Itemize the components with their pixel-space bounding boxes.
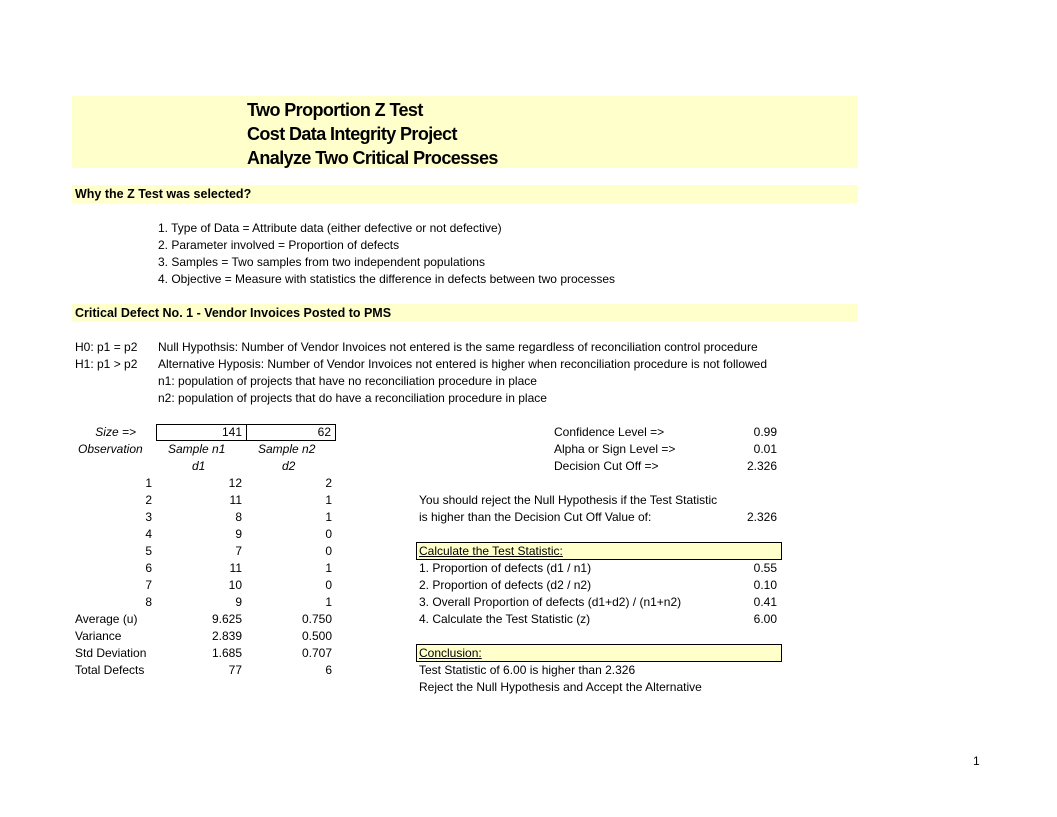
statistic-d1-value: 1.685 <box>211 646 242 660</box>
calc-step-2-label: 2. Proportion of defects (d2 / n2) <box>419 578 592 592</box>
statistic-d1-value: 77 <box>228 663 242 677</box>
statistic-d2-value: 6 <box>325 663 332 677</box>
defect-section-heading: Critical Defect No. 1 - Vendor Invoices Posted to PMS <box>72 304 858 322</box>
why-item-2: 2. Parameter involved = Proportion of defects <box>158 238 400 252</box>
title-line-3: Analyze Two Critical Processes <box>247 148 498 168</box>
d1-value: 9 <box>235 595 242 609</box>
observation-number: 4 <box>145 527 152 541</box>
observation-number: 3 <box>145 510 152 524</box>
calc-step-1-value: 0.55 <box>753 561 777 575</box>
d1-value: 7 <box>235 544 242 558</box>
title-line-1: Two Proportion Z Test <box>247 100 423 120</box>
d2-value: 2 <box>325 476 332 490</box>
observation-number: 7 <box>145 578 152 592</box>
d2-value: 0 <box>325 544 332 558</box>
statistic-label: Total Defects <box>75 663 145 677</box>
calc-step-4-value: 6.00 <box>753 612 777 626</box>
size-box <box>156 424 336 441</box>
statistic-label: Average (u) <box>75 612 138 626</box>
why-item-3: 3. Samples = Two samples from two independent populations <box>158 255 485 269</box>
confidence-level-value: 0.99 <box>753 425 777 439</box>
h0-text: Null Hypothsis: Number of Vendor Invoices not entered is the same regardless of reconciliation control procedure <box>158 340 758 354</box>
n2-definition: n2: population of projects that do have a reconciliation procedure in place <box>158 391 547 405</box>
conclusion-line-2: Reject the Null Hypothesis and Accept the Alternative <box>419 680 702 694</box>
size-n2-value[interactable]: 62 <box>317 425 331 439</box>
calc-step-2-value: 0.10 <box>753 578 777 592</box>
observation-number: 2 <box>145 493 152 507</box>
why-item-4: 4. Objective = Measure with statistics the difference in defects between two processes <box>158 272 616 286</box>
observation-number: 5 <box>145 544 152 558</box>
conclusion-heading: Conclusion: <box>419 646 482 660</box>
calc-step-3-value: 0.41 <box>753 595 777 609</box>
h1-label: H1: p1 > p2 <box>75 357 138 371</box>
h1-text: Alternative Hyposis: Number of Vendor Invoices not entered is higher when reconciliation procedure is not followed <box>158 357 767 371</box>
d2-value: 0 <box>325 578 332 592</box>
statistic-d1-value: 2.839 <box>211 629 242 643</box>
calculation-heading-box <box>416 542 782 560</box>
decision-cutoff-value: 2.326 <box>746 459 777 473</box>
title-banner <box>72 96 858 168</box>
statistic-label: Variance <box>75 629 122 643</box>
d1-value: 11 <box>229 493 242 507</box>
n1-definition: n1: population of projects that have no reconciliation procedure in place <box>158 374 537 388</box>
observation-number: 8 <box>145 595 152 609</box>
d1-value: 11 <box>229 561 242 575</box>
rule-line-2: is higher than the Decision Cut Off Value of: <box>419 510 652 524</box>
d2-value: 1 <box>325 595 332 609</box>
h0-label: H0: p1 = p2 <box>75 340 138 354</box>
statistic-d1-value: 9.625 <box>211 612 242 626</box>
sample-n2-header: Sample n2 <box>258 442 316 456</box>
d2-value: 1 <box>325 561 332 575</box>
d1-value: 8 <box>235 510 242 524</box>
d2-value: 0 <box>325 527 332 541</box>
d2-subheader: d2 <box>282 459 296 473</box>
statistic-d2-value: 0.707 <box>301 646 332 660</box>
d2-value: 1 <box>325 510 332 524</box>
observation-header: Observation <box>78 442 143 456</box>
decision-cutoff-label: Decision Cut Off => <box>554 459 659 473</box>
calc-step-3-label: 3. Overall Proportion of defects (d1+d2) / (n1+n2) <box>419 595 682 609</box>
statistic-d2-value: 0.500 <box>301 629 332 643</box>
confidence-level-label: Confidence Level => <box>554 425 665 439</box>
d1-value: 12 <box>228 476 242 490</box>
statistic-label: Std Deviation <box>75 646 147 660</box>
why-item-1: 1. Type of Data = Attribute data (either defective or not defective) <box>158 221 502 235</box>
title-line-2: Cost Data Integrity Project <box>247 124 457 144</box>
sample-n1-header: Sample n1 <box>168 442 226 456</box>
observation-number: 1 <box>145 476 152 490</box>
alpha-value: 0.01 <box>753 442 777 456</box>
d2-value: 1 <box>325 493 332 507</box>
page-number: 1 <box>973 754 980 768</box>
calculation-heading: Calculate the Test Statistic: <box>419 544 563 558</box>
conclusion-line-1: Test Statistic of 6.00 is higher than 2.326 <box>419 663 636 677</box>
why-section-heading: Why the Z Test was selected? <box>72 185 858 203</box>
d1-value: 9 <box>235 527 242 541</box>
calc-step-4-label: 4. Calculate the Test Statistic (z) <box>419 612 591 626</box>
calc-step-1-label: 1. Proportion of defects (d1 / n1) <box>419 561 592 575</box>
size-n1-cell[interactable] <box>157 425 247 440</box>
d1-subheader: d1 <box>192 459 206 473</box>
d1-value: 10 <box>228 578 242 592</box>
size-n1-value: 141 <box>221 425 242 439</box>
observation-number: 6 <box>145 561 152 575</box>
statistic-d2-value: 0.750 <box>301 612 332 626</box>
conclusion-heading-box <box>416 644 782 662</box>
size-label: Size => <box>95 425 136 439</box>
alpha-label: Alpha or Sign Level => <box>554 442 676 456</box>
rule-line-1: You should reject the Null Hypothesis if the Test Statistic <box>419 493 718 507</box>
rule-value: 2.326 <box>746 510 777 524</box>
